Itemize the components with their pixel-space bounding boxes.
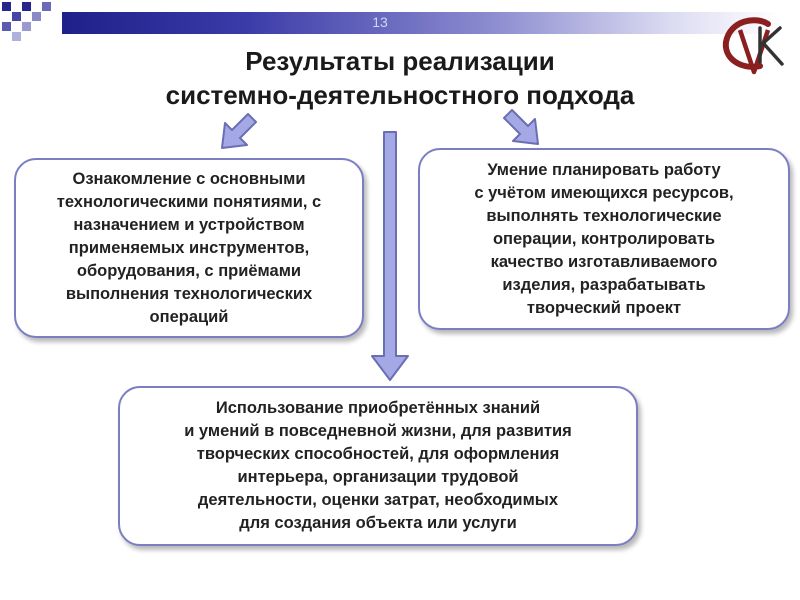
text-line: назначением и устройством bbox=[73, 215, 305, 234]
box-text bbox=[57, 168, 321, 329]
text-line: качество изготавливаемого bbox=[490, 252, 718, 271]
text-line: для создания объекта или услуги bbox=[239, 514, 517, 532]
text-line: деятельности, оценки затрат, необходимых bbox=[197, 491, 559, 509]
text-line: с учётом имеющихся ресурсов, bbox=[474, 183, 734, 202]
text-line: творческих способностей, для оформления bbox=[196, 445, 560, 463]
text-line: применяемых инструментов, bbox=[68, 238, 310, 257]
text-line: операций bbox=[149, 307, 229, 326]
text-line: операции, контролировать bbox=[492, 229, 716, 248]
text-line: творческий проект bbox=[526, 298, 682, 317]
box-text bbox=[184, 397, 572, 535]
text-line: и умений в повседневной жизни, для развития bbox=[184, 422, 572, 440]
text-line: выполнять технологические bbox=[486, 206, 722, 225]
arrow-right-icon bbox=[504, 110, 538, 144]
box-familiarization bbox=[14, 158, 364, 338]
text-line: Ознакомление с основными bbox=[72, 169, 306, 188]
text-line: изделия, разрабатывать bbox=[502, 275, 706, 294]
box-text bbox=[474, 159, 733, 320]
text-line: Умение планировать работу bbox=[487, 160, 721, 179]
title-line-1: Результаты реализации bbox=[245, 46, 555, 76]
text-line: интерьера, организации трудовой bbox=[237, 468, 519, 486]
arrow-down-icon bbox=[372, 132, 408, 380]
arrow-left-icon bbox=[222, 114, 256, 148]
title-line-2: системно-деятельностного подхода bbox=[165, 80, 635, 110]
text-line: Использование приобретённых знаний bbox=[215, 399, 541, 417]
text-line: выполнения технологических bbox=[65, 284, 313, 303]
slide-number: 13 bbox=[372, 14, 388, 30]
box-planning-skill bbox=[418, 148, 790, 330]
text-line: технологическими понятиями, с bbox=[56, 192, 322, 211]
text-line: оборудования, с приёмами bbox=[76, 261, 302, 280]
box-knowledge-application bbox=[118, 386, 638, 546]
